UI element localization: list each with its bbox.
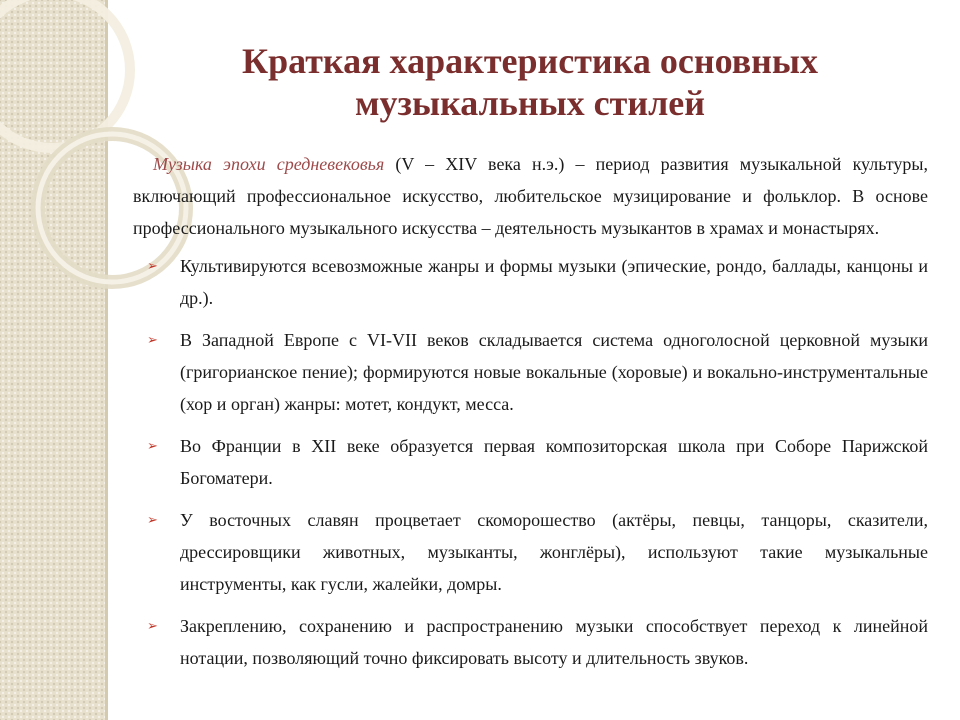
intro-emphasis: Музыка эпохи средневековья bbox=[153, 154, 385, 174]
slide-body bbox=[133, 148, 928, 684]
slide-title-line-2: музыкальных стилей bbox=[354, 83, 705, 123]
list-item-text: Во Франции в XII веке образуется первая композиторская школа при Соборе Парижской Богоматери. bbox=[180, 436, 928, 488]
list-item bbox=[133, 504, 928, 600]
bullet-list bbox=[133, 250, 928, 674]
arrow-bullet-icon: ➢ bbox=[147, 512, 158, 527]
list-item bbox=[133, 610, 928, 674]
list-item-text: У восточных славян процветает скоморошество (актёры, певцы, танцоры, сказители, дрессировщики животных, музыканты, жонглёры), используют такие музыкальные инструменты, как гусли, жалейки, домры. bbox=[180, 510, 928, 594]
intro-text: (V – XIV века н.э.) – период развития музыкальной культуры, включающий профессиональное искусство, любительское музицирование и фольклор. В основе профессионального музыкального искусства – деятельность музыкантов в храмах и монастырях. bbox=[133, 154, 928, 238]
list-item-text: Культивируются всевозможные жанры и формы музыки (эпические, рондо, баллады, канцоны и др.). bbox=[180, 256, 928, 308]
list-item bbox=[133, 250, 928, 314]
list-item-text: Закреплению, сохранению и распространению музыки способствует переход к линейной нотации, позволяющий точно фиксировать высоту и длительность звуков. bbox=[180, 616, 928, 668]
list-item bbox=[133, 430, 928, 494]
slide-title bbox=[150, 40, 910, 124]
intro-paragraph bbox=[133, 148, 928, 244]
slide-title-line-1: Краткая характеристика основных bbox=[242, 41, 818, 81]
list-item-text: В Западной Европе с VI-VII веков складывается система одноголосной церковной музыки (григорианское пение); формируются новые вокальные (хоровые) и вокально-инструментальные (хор и орган) жанры: мотет, кондукт, месса. bbox=[180, 330, 928, 414]
arrow-bullet-icon: ➢ bbox=[147, 258, 158, 273]
list-item bbox=[133, 324, 928, 420]
arrow-bullet-icon: ➢ bbox=[147, 438, 158, 453]
ring-top bbox=[0, 0, 130, 148]
arrow-bullet-icon: ➢ bbox=[147, 332, 158, 347]
arrow-bullet-icon: ➢ bbox=[147, 618, 158, 633]
